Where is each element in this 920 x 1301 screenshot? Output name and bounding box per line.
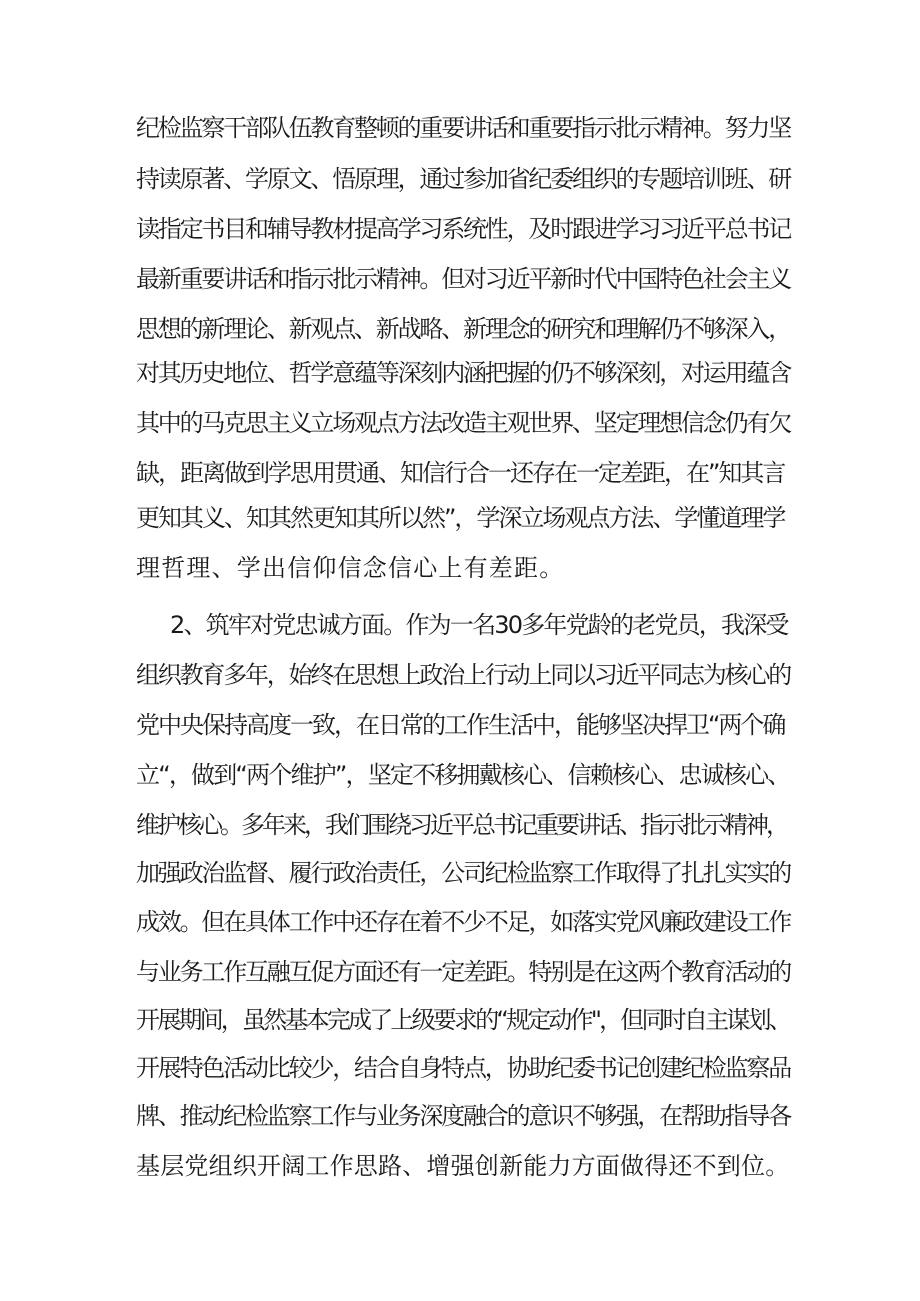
paragraph-2-line-1: 2、筑牢对党忠诚方面。作为一名30多年党龄的老党员，我深受 [170,611,788,639]
paragraph-1-line-3: 读指定书目和辅导教材提高学习系统性，及时跟进学习习近平总书记 [136,215,790,243]
paragraph-1-line-6: 对其历史地位、哲学意蕴等深刻内涵把握的仍不够深刻，对运用蕴含 [136,359,790,387]
paragraph-2-line-12: 基层党组织开阔工作思路、增强创新能力方面做得还不到位。 [136,1152,790,1180]
paragraph-1-line-9: 更知其义、知其然更知其所以然”，学深立场观点方法、学懂道理学 [136,504,785,532]
paragraph-2-line-7: 成效。但在具体工作中还存在着不少不足，如落实党风廉政建设工作 [136,908,790,936]
paragraph-1-line-8: 缺，距离做到学思用贯通、知信行合一还存在一定差距，在”知其言 [136,459,785,487]
paragraph-1-line-7: 其中的马克思主义立场观点方法改造主观世界、坚定理想信念仍有欠 [136,409,790,437]
paragraph-2-line-3: 党中央保持高度一致，在日常的工作生活中，能够坚决捍卫“两个确 [136,711,785,739]
paragraph-1-line-2: 持读原著、学原文、悟原理，通过参加省纪委组织的专题培训班、研 [136,165,790,193]
paragraph-2-line-6: 加强政治监督、履行政治责任，公司纪检监察工作取得了扎扎实实的 [136,859,790,887]
paragraph-2-line-10: 开展特色活动比较少，结合自身特点，协助纪委书记创建纪检监察品 [136,1054,790,1082]
paragraph-2-line-5: 维护核心。多年来，我们围绕习近平总书记重要讲话、指示批示精神， [136,811,787,839]
paragraph-2-line-2: 组织教育多年，始终在思想上政治上行动上同以习近平同志为核心的 [136,661,790,689]
paragraph-2-line-11: 牌、推动纪检监察工作与业务深度融合的意识不够强，在帮助指导各 [136,1102,790,1130]
paragraph-2-line-8: 与业务工作互融互促方面还有一定差距。特别是在这两个教育活动的 [136,958,790,986]
paragraph-1-line-4: 最新重要讲话和指示批示精神。但对习近平新时代中国特色社会主义 [136,265,790,293]
paragraph-1-line-5: 思想的新理论、新观点、新战略、新理念的研究和理解仍不够深入， [136,315,790,343]
paragraph-2-line-9: 开展期间，虽然基本完成了上级要求的“规定动作"，但同时自主谋划、 [136,1006,790,1034]
paragraph-2-line-4: 立“，做到“两个维护”，坚定不移拥戴核心、信赖核心、忠诚核心、 [136,761,790,789]
paragraph-1-line-1: 纪检监察干部队伍教育整顿的重要讲话和重要指示批示精神。努力坚 [136,114,790,142]
paragraph-1-line-10: 理哲理、学出信仰信念信心上有差距。 [136,554,565,582]
